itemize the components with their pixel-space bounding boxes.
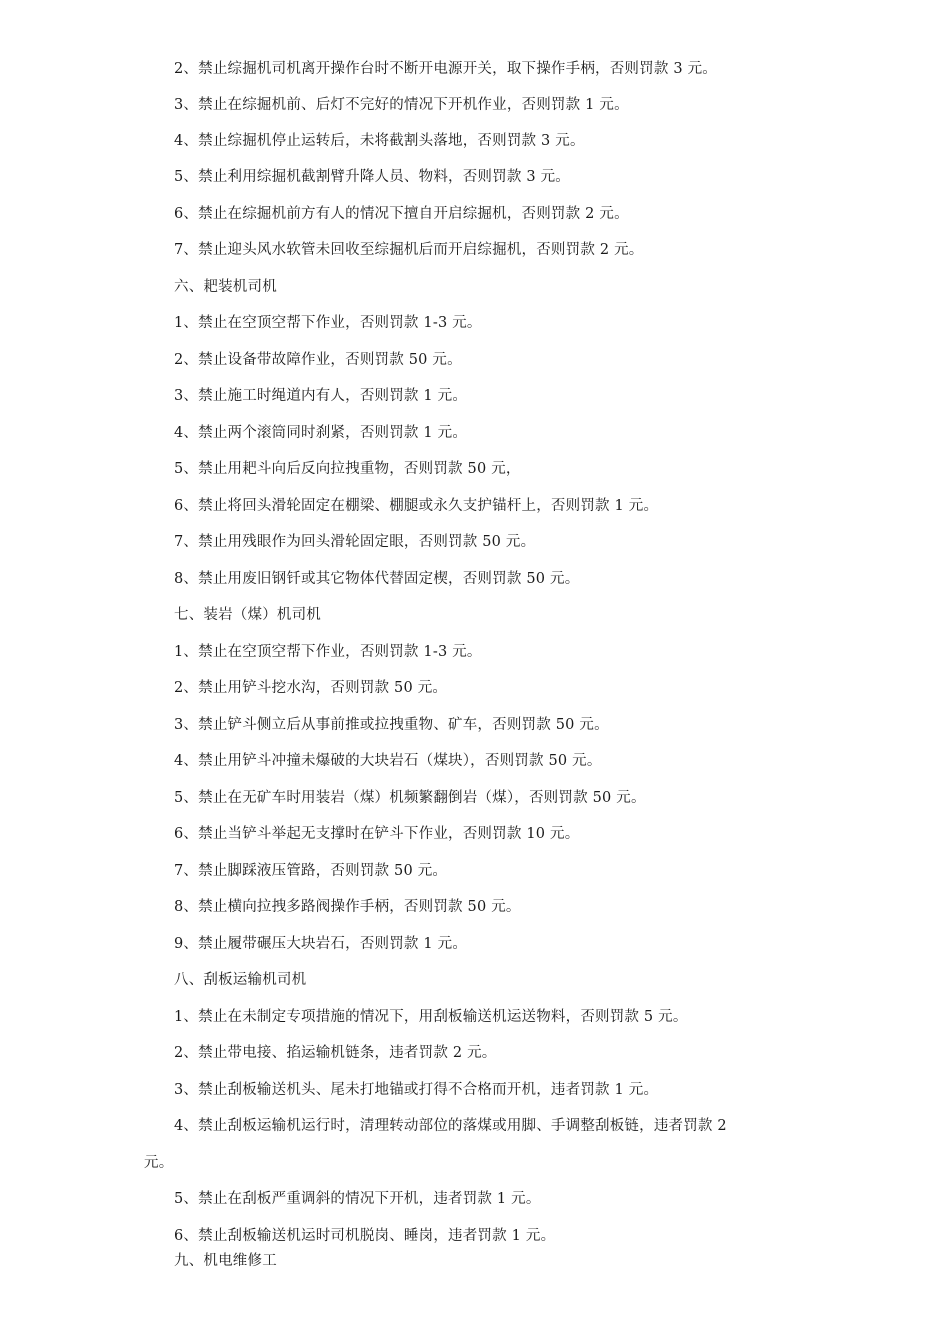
rule-item: 7、禁止脚踩液压管路，否则罚款 50 元。: [174, 863, 448, 879]
rule-item: 7、禁止用残眼作为回头滑轮固定眼，否则罚款 50 元。: [174, 534, 536, 550]
rule-item: 5、禁止利用综掘机截割臂升降人员、物料，否则罚款 3 元。: [174, 169, 570, 185]
rule-item: 6、禁止刮板输送机运时司机脱岗、睡岗，违者罚款 1 元。: [174, 1228, 556, 1244]
rule-item: 8、禁止用废旧钢钎或其它物体代替固定楔，否则罚款 50 元。: [174, 571, 580, 587]
rule-item: 2、禁止设备带故障作业，否则罚款 50 元。: [174, 352, 462, 368]
rule-item: 1、禁止在空顶空帮下作业，否则罚款 1-3 元。: [174, 644, 482, 660]
rule-item: 3、禁止铲斗侧立后从事前推或拉拽重物、矿车，否则罚款 50 元。: [174, 717, 609, 733]
rule-item: 1、禁止在空顶空帮下作业，否则罚款 1-3 元。: [174, 315, 482, 331]
rule-item: 5、禁止在刮板严重调斜的情况下开机，违者罚款 1 元。: [174, 1191, 541, 1207]
rule-item: 4、禁止两个滚筒同时刹紧，否则罚款 1 元。: [174, 425, 468, 441]
rule-item: 9、禁止履带碾压大块岩石，否则罚款 1 元。: [174, 936, 468, 952]
section-heading: 九、机电维修工: [174, 1253, 277, 1269]
rule-item: 6、禁止在综掘机前方有人的情况下擅自开启综掘机，否则罚款 2 元。: [174, 206, 629, 222]
rule-item: 2、禁止带电接、掐运输机链条，违者罚款 2 元。: [174, 1045, 497, 1061]
rule-item: 5、禁止用耙斗向后反向拉拽重物，否则罚款 50 元，: [174, 461, 521, 477]
rule-item: 5、禁止在无矿车时用装岩（煤）机频繁翻倒岩（煤），否则罚款 50 元。: [174, 790, 646, 806]
rule-item: 3、禁止刮板输送机头、尾未打地锚或打得不合格而开机，违者罚款 1 元。: [174, 1082, 659, 1098]
rule-item: 3、禁止施工时绳道内有人，否则罚款 1 元。: [174, 388, 468, 404]
rule-item: 3、禁止在综掘机前、后灯不完好的情况下开机作业，否则罚款 1 元。: [174, 97, 629, 113]
rule-item: 2、禁止综掘机司机离开操作台时不断开电源开关，取下操作手柄，否则罚款 3 元。: [174, 61, 717, 77]
section-heading: 六、耙装机司机: [174, 279, 277, 295]
rule-item: 7、禁止迎头风水软管未回收至综掘机后而开启综掘机，否则罚款 2 元。: [174, 242, 644, 258]
rule-item: 4、禁止用铲斗冲撞未爆破的大块岩石（煤块），否则罚款 50 元。: [174, 753, 602, 769]
rule-item: 6、禁止将回头滑轮固定在棚梁、棚腿或永久支护锚杆上，否则罚款 1 元。: [174, 498, 659, 514]
section-heading: 七、装岩（煤）机司机: [174, 607, 321, 623]
section-heading: 八、刮板运输机司机: [174, 972, 307, 988]
rule-item: 8、禁止横向拉拽多路阀操作手柄，否则罚款 50 元。: [174, 899, 521, 915]
rule-item-continuation: 元。: [144, 1155, 174, 1171]
rule-item: 1、禁止在未制定专项措施的情况下，用刮板输送机运送物料，否则罚款 5 元。: [174, 1009, 688, 1025]
rule-item: 4、禁止综掘机停止运转后，未将截割头落地，否则罚款 3 元。: [174, 133, 585, 149]
rule-item: 4、禁止刮板运输机运行时，清理转动部位的落煤或用脚、手调整刮板链，违者罚款 2: [174, 1118, 727, 1134]
rule-item: 2、禁止用铲斗挖水沟，否则罚款 50 元。: [174, 680, 448, 696]
rule-item: 6、禁止当铲斗举起无支撑时在铲斗下作业，否则罚款 10 元。: [174, 826, 580, 842]
